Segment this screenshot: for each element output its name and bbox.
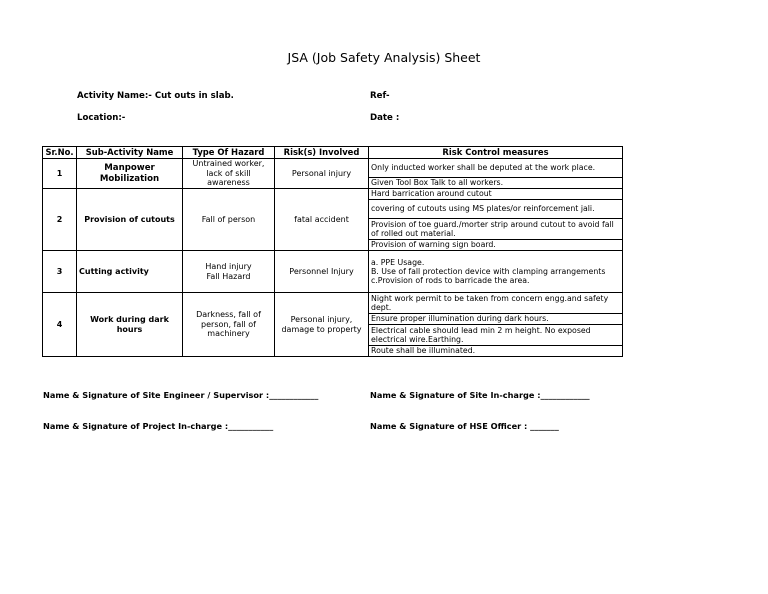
hazard: Untrained worker, lack of skill awareness bbox=[183, 159, 275, 189]
control-measure: covering of cutouts using MS plates/or reinforcement jali. bbox=[369, 200, 623, 219]
control-measure: Given Tool Box Talk to all workers. bbox=[369, 178, 623, 189]
control-measure: Hard barrication around cutout bbox=[369, 189, 623, 200]
table-header-row bbox=[43, 147, 623, 159]
site-incharge-signature: Name & Signature of Site In-charge :____________ bbox=[370, 390, 590, 400]
col-control-measures: Risk Control measures bbox=[369, 147, 623, 159]
project-incharge-signature: Name & Signature of Project In-charge :___________ bbox=[43, 421, 274, 431]
control-measure: Only inducted worker shall be deputed at the work place. bbox=[369, 159, 623, 178]
ref-label: Ref- bbox=[370, 91, 390, 101]
sub-activity: Manpower Mobilization bbox=[77, 159, 183, 189]
table-row bbox=[43, 159, 623, 178]
activity-name: Activity Name:- Cut outs in slab. bbox=[77, 91, 234, 101]
control-measure: a. PPE Usage. B. Use of fall protection device with clamping arrangements c.Provision of rods to barricade the area. bbox=[369, 251, 623, 293]
sub-activity: Provision of cutouts bbox=[77, 189, 183, 251]
control-measure: Ensure proper illumination during dark hours. bbox=[369, 314, 623, 325]
sr-no: 4 bbox=[43, 293, 77, 357]
control-measure: Route shall be illuminated. bbox=[369, 346, 623, 357]
date-label: Date : bbox=[370, 113, 400, 123]
risk: Personnel Injury bbox=[275, 251, 369, 293]
sr-no: 2 bbox=[43, 189, 77, 251]
hazard: Hand injury Fall Hazard bbox=[183, 251, 275, 293]
control-measure: Electrical cable should lead min 2 m height. No exposed electrical wire.Earthing. bbox=[369, 325, 623, 346]
page-title: JSA (Job Safety Analysis) Sheet bbox=[287, 50, 481, 65]
jsa-table bbox=[42, 146, 623, 357]
sr-no: 1 bbox=[43, 159, 77, 189]
col-sub-activity: Sub-Activity Name bbox=[77, 147, 183, 159]
control-measure: Night work permit to be taken from concern engg.and safety dept. bbox=[369, 293, 623, 314]
risk: fatal accident bbox=[275, 189, 369, 251]
control-measure: Provision of warning sign board. bbox=[369, 240, 623, 251]
sub-activity: Work during dark hours bbox=[77, 293, 183, 357]
control-measure: Provision of toe guard./morter strip around cutout to avoid fall of rolled out material. bbox=[369, 219, 623, 240]
sub-activity: Cutting activity bbox=[77, 251, 183, 293]
hazard: Darkness, fall of person, fall of machinery bbox=[183, 293, 275, 357]
hazard: Fall of person bbox=[183, 189, 275, 251]
col-risk: Risk(s) Involved bbox=[275, 147, 369, 159]
table-row bbox=[43, 251, 623, 293]
site-engineer-signature: Name & Signature of Site Engineer / Supervisor :____________ bbox=[43, 390, 319, 400]
table-row bbox=[43, 293, 623, 314]
sr-no: 3 bbox=[43, 251, 77, 293]
location-label: Location:- bbox=[77, 113, 126, 123]
col-hazard: Type Of Hazard bbox=[183, 147, 275, 159]
risk: Personal injury, damage to property bbox=[275, 293, 369, 357]
hse-officer-signature: Name & Signature of HSE Officer : _______ bbox=[370, 421, 559, 431]
risk: Personal injury bbox=[275, 159, 369, 189]
col-sr-no: Sr.No. bbox=[43, 147, 77, 159]
table-row bbox=[43, 189, 623, 200]
